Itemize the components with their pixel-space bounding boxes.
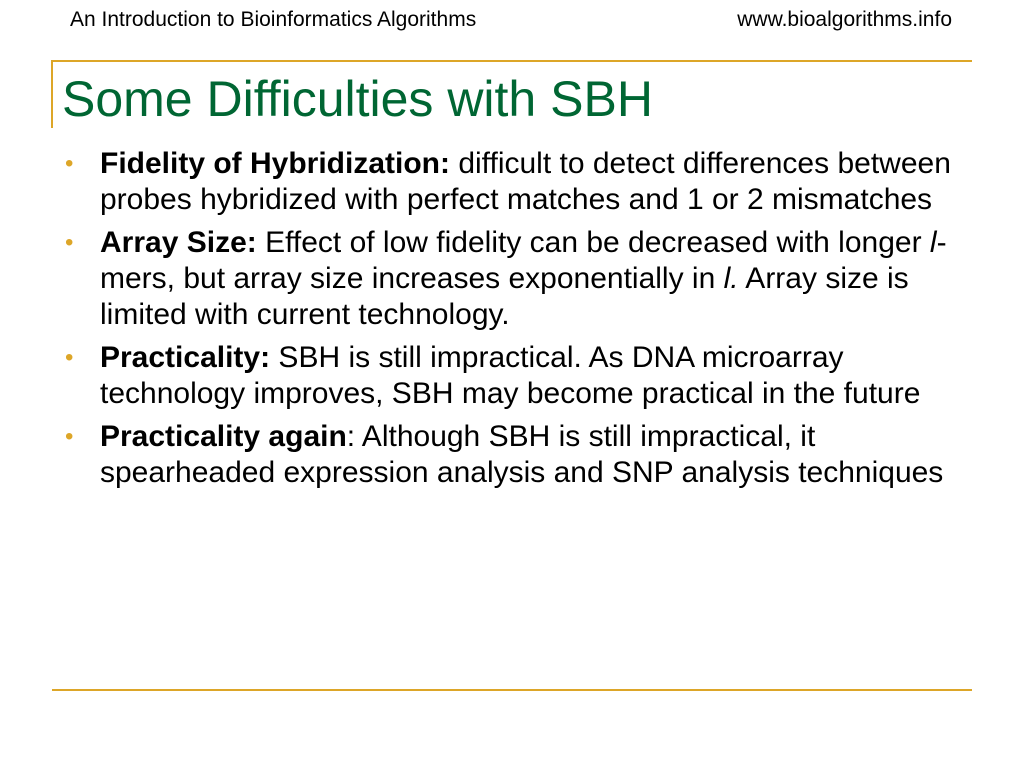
bullet-list [62, 146, 962, 498]
bullet-item-practicality [62, 340, 962, 412]
bullet-dot-icon: • [65, 344, 74, 371]
header-website-url: www.bioalgorithms.info [737, 8, 952, 31]
bullet-dot-icon: • [65, 229, 74, 256]
title-left-divider [51, 60, 53, 128]
bullet-body: Array size is limited with current technology. [100, 262, 909, 331]
bullet-body: difficult to detect differences between probes hybridized with perfect matches and 1 or 2 mismatches [100, 147, 951, 216]
slide-title: Some Difficulties with SBH [62, 71, 653, 127]
top-divider [52, 60, 972, 62]
bullet-body: SBH is still impractical. As DNA microarray technology improves, SBH may become practical in the future [100, 341, 921, 410]
bullet-dot-icon: • [65, 423, 74, 450]
bullet-item-practicality-again [62, 419, 962, 491]
bullet-dot-icon: • [65, 150, 74, 177]
bullet-variable-l: l. [723, 262, 739, 295]
bullet-term: Fidelity of Hybridization: [100, 147, 450, 180]
bullet-body: Effect of low fidelity can be decreased with longer [256, 226, 930, 259]
bullet-variable-l: l [929, 226, 937, 259]
header-course-title: An Introduction to Bioinformatics Algorithms [70, 8, 477, 31]
bullet-term: Practicality again [100, 420, 347, 453]
bullet-term: Practicality: [100, 341, 271, 374]
bullet-item-fidelity [62, 146, 962, 218]
bullet-term: Array Size: [100, 226, 257, 259]
bottom-divider [52, 689, 972, 691]
bullet-body: -mers, but array size increases exponentially in [100, 226, 947, 295]
bullet-item-array-size [62, 225, 962, 333]
bullet-body: : Although SBH is still impractical, it spearheaded expression analysis and SNP analysis techniques [100, 420, 944, 489]
